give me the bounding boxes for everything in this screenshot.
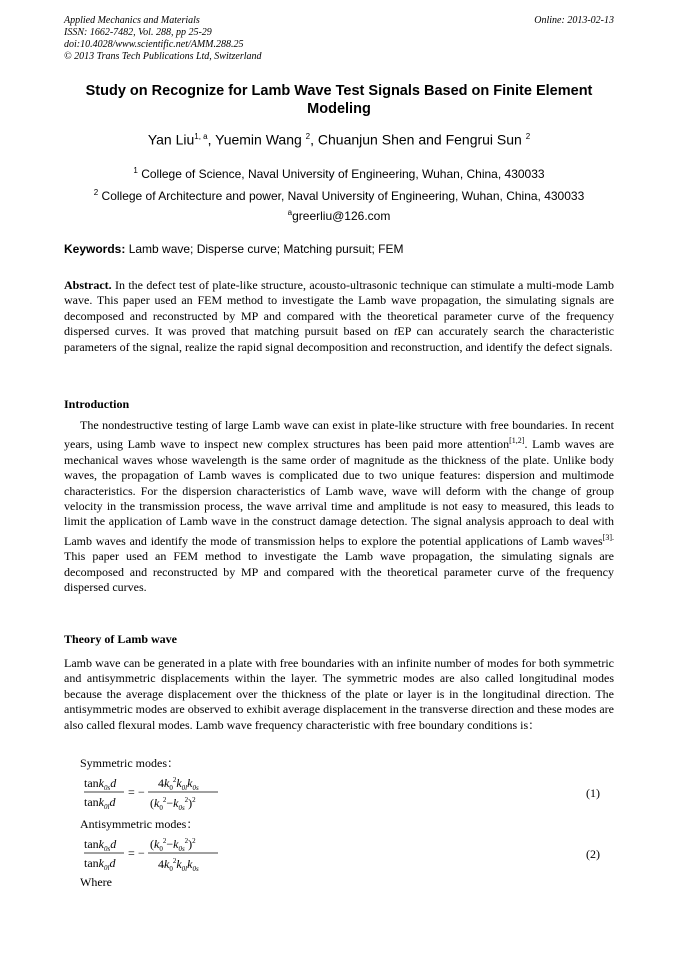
- svg-text:(k02−k0s2)2: $(k_0^2-k_{0s}^2)^2$: [150, 837, 196, 853]
- copyright: © 2013 Trans Tech Publications Ltd, Switzerland: [64, 51, 262, 62]
- eq1-right-fraction: [148, 776, 218, 812]
- svg-text:tank0ld: tank$_{0l}$d: [84, 856, 116, 872]
- eq1-minus: −: [138, 785, 145, 799]
- abstract-text: In the defect test of plate-like structure, acousto-ultrasonic technique can stimulate a multi-mode Lamb wave. This paper used an FEM method to investigate the Lamb wave propagation, the simulating signals are decomposed and reconstructed by MP and compared with the theoretical parameter curve of the frequency dispersed curves. It was proved that matching pursuit based on: [64, 278, 614, 339]
- theory-paragraph: Lamb wave can be generated in a plate with free boundaries with an infinite number of modes for both symmetric and antisymmetric displacements within the layer. The symmetric modes are also called longitudinal modes because the average displacement over the thickness of the plate or layer is in the longitudinal direction. The antisymmetric modes are observed to exhibit average displacement in the transverse direction and these modes are also called flexural modes. Lamb wave frequency characteristic with free boundary conditions is：: [64, 656, 614, 732]
- affiliation-1: [64, 163, 614, 182]
- author-sup: 1, a: [194, 132, 208, 141]
- author-name: Yan Liu: [147, 131, 195, 148]
- email-address: greerliu@126.com: [292, 209, 391, 223]
- journal-name: Applied Mechanics and Materials: [64, 15, 200, 26]
- eq2-left-fraction: [84, 837, 124, 872]
- eq2-equals: =: [128, 846, 135, 860]
- doi: doi:10.4028/www.scientific.net/AMM.288.25: [64, 39, 244, 50]
- abstract: [64, 278, 614, 355]
- citation: [3].: [602, 532, 614, 542]
- where-label: Where: [80, 875, 112, 889]
- eq2-right-fraction: [148, 837, 218, 873]
- svg-text:(k02−k0s2)2: $(k_0^2-k_{0s}^2)^2$: [150, 796, 196, 812]
- abstract-text-end: EP can accurately search the characteristic parameters of the signal, realize the rapid signal decomposition and reconstruction, and identify the defect signals.: [64, 324, 615, 354]
- intro-text: The nondestructive testing of large Lamb wave can exist in plate-like structure with free boundaries. In recent years, using Lamb wave to inspect new complex structures has been paid more attention: [64, 418, 614, 452]
- introduction-paragraph: [64, 418, 614, 595]
- equation-2: [84, 834, 224, 876]
- paper-title: Study on Recognize for Lamb Wave Test Signals Based on Finite Element Modeling: [85, 83, 593, 117]
- intro-text: . Lamb waves are mechanical waves whose wavelength is the same order of magnitude as the thickness of the plate. Unlike body waves, the propagation of Lamb waves is complicated due to two unique features: dispersion and multimode characteristics. For the dispersion characteristics of Lamb wave, wave will deform with the change of group velocity in the transmission process, the wave arrival time and amplitude is not easy to measured, this leads to limit the application of Lamb wave in the construct damage detection. The signal analysis approach to deal with Lamb waves and identify the mode of transmission helps to explore the potential applications of Lamb waves: [64, 437, 614, 548]
- svg-text:4k02k0lk0s: $4k_0^2k_{0l}k_{0s}$: [158, 857, 199, 873]
- email-sup: a: [287, 208, 293, 217]
- issn: ISSN: 1662-7482, Vol. 288, pp 25-29: [64, 27, 212, 38]
- author-name: , Yuemin Wang: [207, 131, 306, 148]
- author-list: [64, 128, 614, 149]
- abstract-label: Abstract.: [64, 278, 112, 292]
- equation-1: [84, 773, 224, 815]
- author-name: , Chuanjun Shen and Fengrui Sun: [310, 131, 526, 148]
- abstract-italic: t: [394, 324, 398, 339]
- eq1-equals: =: [128, 785, 135, 799]
- keywords: [64, 242, 403, 257]
- keywords-label: Keywords:: [64, 242, 126, 256]
- eq2-minus: −: [138, 846, 145, 860]
- keywords-text: Lamb wave; Disperse curve; Matching pursuit; FEM: [125, 242, 404, 256]
- email-line: [64, 205, 614, 224]
- svg-text:tank0ld: tank$_{0l}$d: [84, 795, 116, 811]
- antisymmetric-modes-label: Antisymmetric modes：: [80, 817, 199, 831]
- intro-text: This paper used an FEM method to investigate the Lamb wave propagation, the simulating signals are decomposed and reconstructed by MP and compared with the theoretical parameter curve of the frequency dispersed curves.: [64, 549, 614, 595]
- citation: [1,2]: [509, 436, 525, 446]
- svg-text:4k02k0lk0s: $4k_0^2k_{0l}k_{0s}$: [158, 776, 199, 792]
- journal-header: [64, 15, 262, 63]
- equation-number-2: (2): [586, 847, 600, 861]
- svg-text:tank0sd: tank$_{0s}$d: [84, 837, 117, 853]
- eq1-left-fraction: [84, 776, 124, 811]
- affiliation-text: College of Science, Naval University of Engineering, Wuhan, China, 430033: [137, 167, 545, 181]
- svg-text:tank0sd: tank$_{0s}$d: [84, 776, 117, 792]
- author-sup: 2: [525, 132, 531, 141]
- online-date: Online: 2013-02-13: [534, 15, 614, 26]
- affiliation-sup: 1: [133, 166, 138, 175]
- section-heading-theory: Theory of Lamb wave: [64, 632, 177, 646]
- equation-number-1: (1): [586, 786, 600, 800]
- affiliation-2: [64, 185, 614, 204]
- section-heading-introduction: Introduction: [64, 397, 130, 411]
- author-sup: 2: [305, 132, 311, 141]
- affiliation-sup: 2: [93, 188, 99, 197]
- symmetric-modes-label: Symmetric modes：: [80, 756, 179, 770]
- affiliation-text: College of Architecture and power, Naval University of Engineering, Wuhan, China, 430033: [98, 189, 585, 203]
